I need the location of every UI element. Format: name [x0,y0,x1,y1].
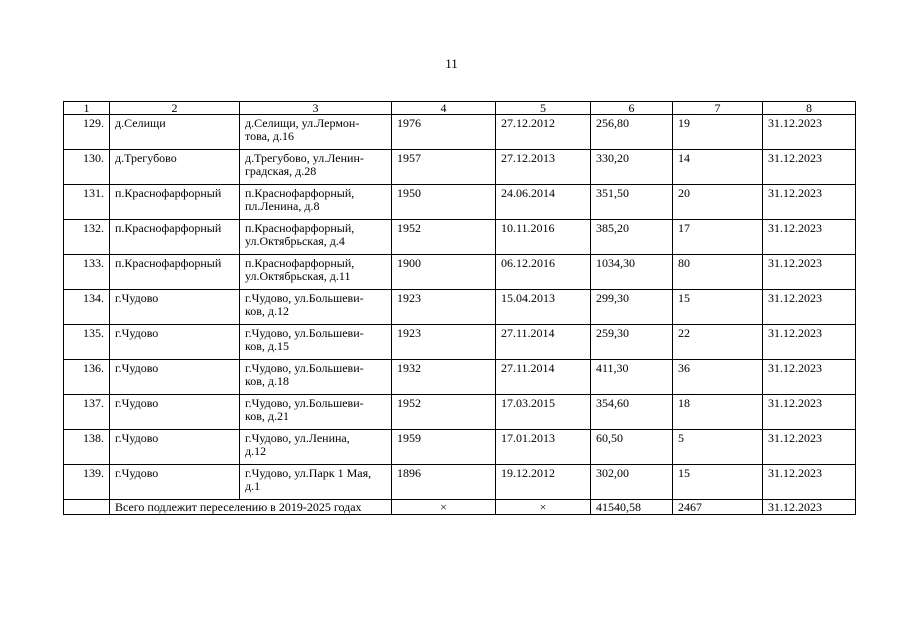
row-number-cell: 131. [64,185,110,220]
year-built-cell: 1952 [392,220,496,255]
year-built-cell: 1959 [392,430,496,465]
total-count-cell: 2467 [673,500,763,515]
residents-cell: 14 [673,150,763,185]
residents-cell: 22 [673,325,763,360]
row-number-cell: 130. [64,150,110,185]
table-row [64,115,856,150]
total-label-cell: Всего подлежит переселению в 2019-2025 годах [110,500,392,515]
address-cell: г.Чудово, ул.Большеви- ков, д.21 [240,395,392,430]
address-cell: г.Чудово, ул.Ленина, д.12 [240,430,392,465]
emergency-date-cell: 06.12.2016 [496,255,591,290]
column-header: 7 [673,102,763,115]
residents-cell: 15 [673,465,763,500]
total-date-cell: × [496,500,591,515]
column-header: 2 [110,102,240,115]
residents-cell: 20 [673,185,763,220]
year-built-cell: 1957 [392,150,496,185]
total-deadline-cell: 31.12.2023 [763,500,856,515]
row-number-cell: 132. [64,220,110,255]
deadline-cell: 31.12.2023 [763,150,856,185]
area-cell: 259,30 [591,325,673,360]
deadline-cell: 31.12.2023 [763,465,856,500]
year-built-cell: 1976 [392,115,496,150]
address-cell: п.Краснофарфорный, ул.Октябрьская, д.4 [240,220,392,255]
table-row [64,185,856,220]
year-built-cell: 1900 [392,255,496,290]
column-header: 8 [763,102,856,115]
settlement-cell: п.Краснофарфорный [110,255,240,290]
settlement-cell: г.Чудово [110,325,240,360]
address-cell: г.Чудово, ул.Парк 1 Мая, д.1 [240,465,392,500]
deadline-cell: 31.12.2023 [763,325,856,360]
emergency-date-cell: 15.04.2013 [496,290,591,325]
area-cell: 60,50 [591,430,673,465]
year-built-cell: 1923 [392,325,496,360]
area-cell: 299,30 [591,290,673,325]
year-built-cell: 1950 [392,185,496,220]
address-cell: г.Чудово, ул.Большеви- ков, д.18 [240,360,392,395]
residents-cell: 19 [673,115,763,150]
settlement-cell: г.Чудово [110,395,240,430]
emergency-date-cell: 19.12.2012 [496,465,591,500]
year-built-cell: 1952 [392,395,496,430]
column-header: 5 [496,102,591,115]
year-built-cell: 1923 [392,290,496,325]
header-row [64,102,856,115]
emergency-date-cell: 17.01.2013 [496,430,591,465]
table-row [64,220,856,255]
deadline-cell: 31.12.2023 [763,115,856,150]
area-cell: 351,50 [591,185,673,220]
total-year-cell: × [392,500,496,515]
residents-cell: 5 [673,430,763,465]
column-header: 3 [240,102,392,115]
row-number-cell: 133. [64,255,110,290]
area-cell: 330,20 [591,150,673,185]
settlement-cell: г.Чудово [110,465,240,500]
address-cell: п.Краснофарфорный, ул.Октябрьская, д.11 [240,255,392,290]
column-header: 1 [64,102,110,115]
emergency-date-cell: 27.11.2014 [496,360,591,395]
settlement-cell: г.Чудово [110,360,240,395]
emergency-date-cell: 17.03.2015 [496,395,591,430]
emergency-date-cell: 10.11.2016 [496,220,591,255]
residents-cell: 17 [673,220,763,255]
settlement-cell: г.Чудово [110,290,240,325]
total-empty-cell [64,500,110,515]
deadline-cell: 31.12.2023 [763,185,856,220]
year-built-cell: 1932 [392,360,496,395]
emergency-date-cell: 27.11.2014 [496,325,591,360]
table-row [64,465,856,500]
row-number-cell: 135. [64,325,110,360]
table-row [64,325,856,360]
table-row [64,290,856,325]
area-cell: 385,20 [591,220,673,255]
total-area-cell: 41540,58 [591,500,673,515]
address-cell: г.Чудово, ул.Большеви- ков, д.12 [240,290,392,325]
table-row [64,430,856,465]
row-number-cell: 129. [64,115,110,150]
address-cell: п.Краснофарфорный, пл.Ленина, д.8 [240,185,392,220]
deadline-cell: 31.12.2023 [763,220,856,255]
table-row [64,395,856,430]
area-cell: 256,80 [591,115,673,150]
table-body [64,102,856,515]
table-row [64,360,856,395]
settlement-cell: п.Краснофарфорный [110,185,240,220]
residents-cell: 80 [673,255,763,290]
year-built-cell: 1896 [392,465,496,500]
column-header: 6 [591,102,673,115]
emergency-date-cell: 27.12.2013 [496,150,591,185]
table-row [64,150,856,185]
settlement-cell: п.Краснофарфорный [110,220,240,255]
address-cell: д.Селищи, ул.Лермон- това, д.16 [240,115,392,150]
deadline-cell: 31.12.2023 [763,430,856,465]
settlement-cell: д.Трегубово [110,150,240,185]
deadline-cell: 31.12.2023 [763,395,856,430]
row-number-cell: 136. [64,360,110,395]
emergency-date-cell: 27.12.2012 [496,115,591,150]
area-cell: 411,30 [591,360,673,395]
address-cell: г.Чудово, ул.Большеви- ков, д.15 [240,325,392,360]
housing-registry-table [63,101,856,515]
table-row [64,255,856,290]
settlement-cell: д.Селищи [110,115,240,150]
column-header: 4 [392,102,496,115]
row-number-cell: 138. [64,430,110,465]
residents-cell: 36 [673,360,763,395]
deadline-cell: 31.12.2023 [763,360,856,395]
page-number: 11 [445,56,458,71]
residents-cell: 18 [673,395,763,430]
emergency-date-cell: 24.06.2014 [496,185,591,220]
residents-cell: 15 [673,290,763,325]
deadline-cell: 31.12.2023 [763,290,856,325]
settlement-cell: г.Чудово [110,430,240,465]
deadline-cell: 31.12.2023 [763,255,856,290]
total-row [64,500,856,515]
row-number-cell: 137. [64,395,110,430]
row-number-cell: 139. [64,465,110,500]
area-cell: 354,60 [591,395,673,430]
address-cell: д.Трегубово, ул.Ленин- градская, д.28 [240,150,392,185]
area-cell: 302,00 [591,465,673,500]
area-cell: 1034,30 [591,255,673,290]
row-number-cell: 134. [64,290,110,325]
